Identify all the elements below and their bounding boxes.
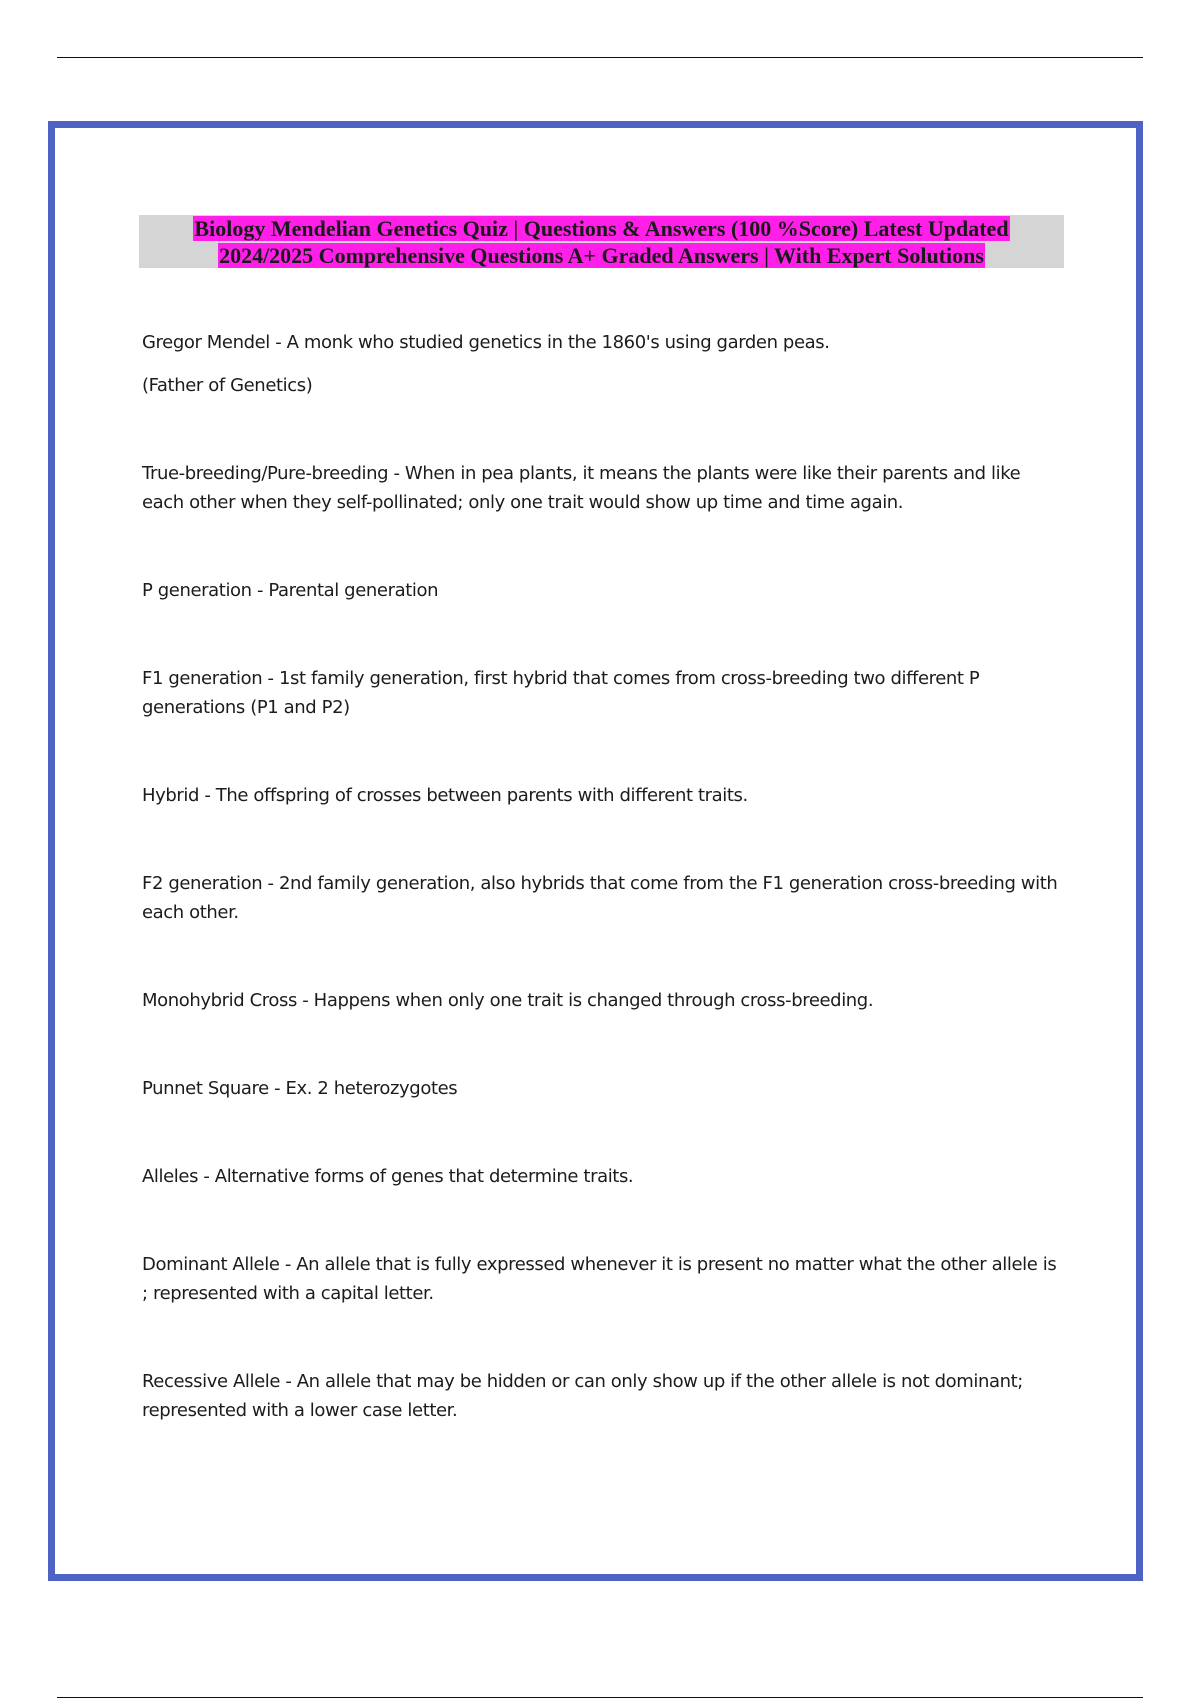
entry-gregor-mendel: Gregor Mendel - A monk who studied genetics in the 1860's using garden peas.	[142, 332, 830, 353]
title-line-2: 2024/2025 Comprehensive Questions A+ Graded Answers | With Expert Solutions	[219, 243, 984, 268]
entry-p-generation: P generation - Parental generation	[142, 580, 439, 601]
entry-true-breeding: True-breeding/Pure-breeding - When in pea plants, it means the plants were like their parents and like each other when they self-pollinated; only one trait would show up time and time again.	[142, 463, 1021, 513]
glossary-list	[142, 328, 1062, 1425]
entry-punnet-square: Punnet Square - Ex. 2 heterozygotes	[142, 1078, 458, 1099]
top-rule	[57, 57, 1143, 58]
document-title	[139, 215, 1064, 268]
entry-dominant-allele: Dominant Allele - An allele that is fully expressed whenever it is present no matter what the other allele is ; represented with a capital letter.	[142, 1254, 1057, 1304]
entry-father-of-genetics: (Father of Genetics)	[142, 375, 313, 396]
bottom-rule	[57, 1697, 1143, 1698]
title-line-1: Biology Mendelian Genetics Quiz | Questions & Answers (100 %Score) Latest Updated	[194, 216, 1009, 241]
entry-hybrid: Hybrid - The offspring of crosses between parents with different traits.	[142, 785, 748, 806]
entry-recessive-allele: Recessive Allele - An allele that may be hidden or can only show up if the other allele is not dominant; represented with a lower case letter.	[142, 1371, 1023, 1421]
entry-alleles: Alleles - Alternative forms of genes that determine traits.	[142, 1166, 634, 1187]
entry-f1-generation: F1 generation - 1st family generation, first hybrid that comes from cross-breeding two different P generations (P1 and P2)	[142, 668, 980, 718]
entry-f2-generation: F2 generation - 2nd family generation, also hybrids that come from the F1 generation cross-breeding with each other.	[142, 873, 1058, 923]
entry-monohybrid-cross: Monohybrid Cross - Happens when only one trait is changed through cross-breeding.	[142, 990, 874, 1011]
